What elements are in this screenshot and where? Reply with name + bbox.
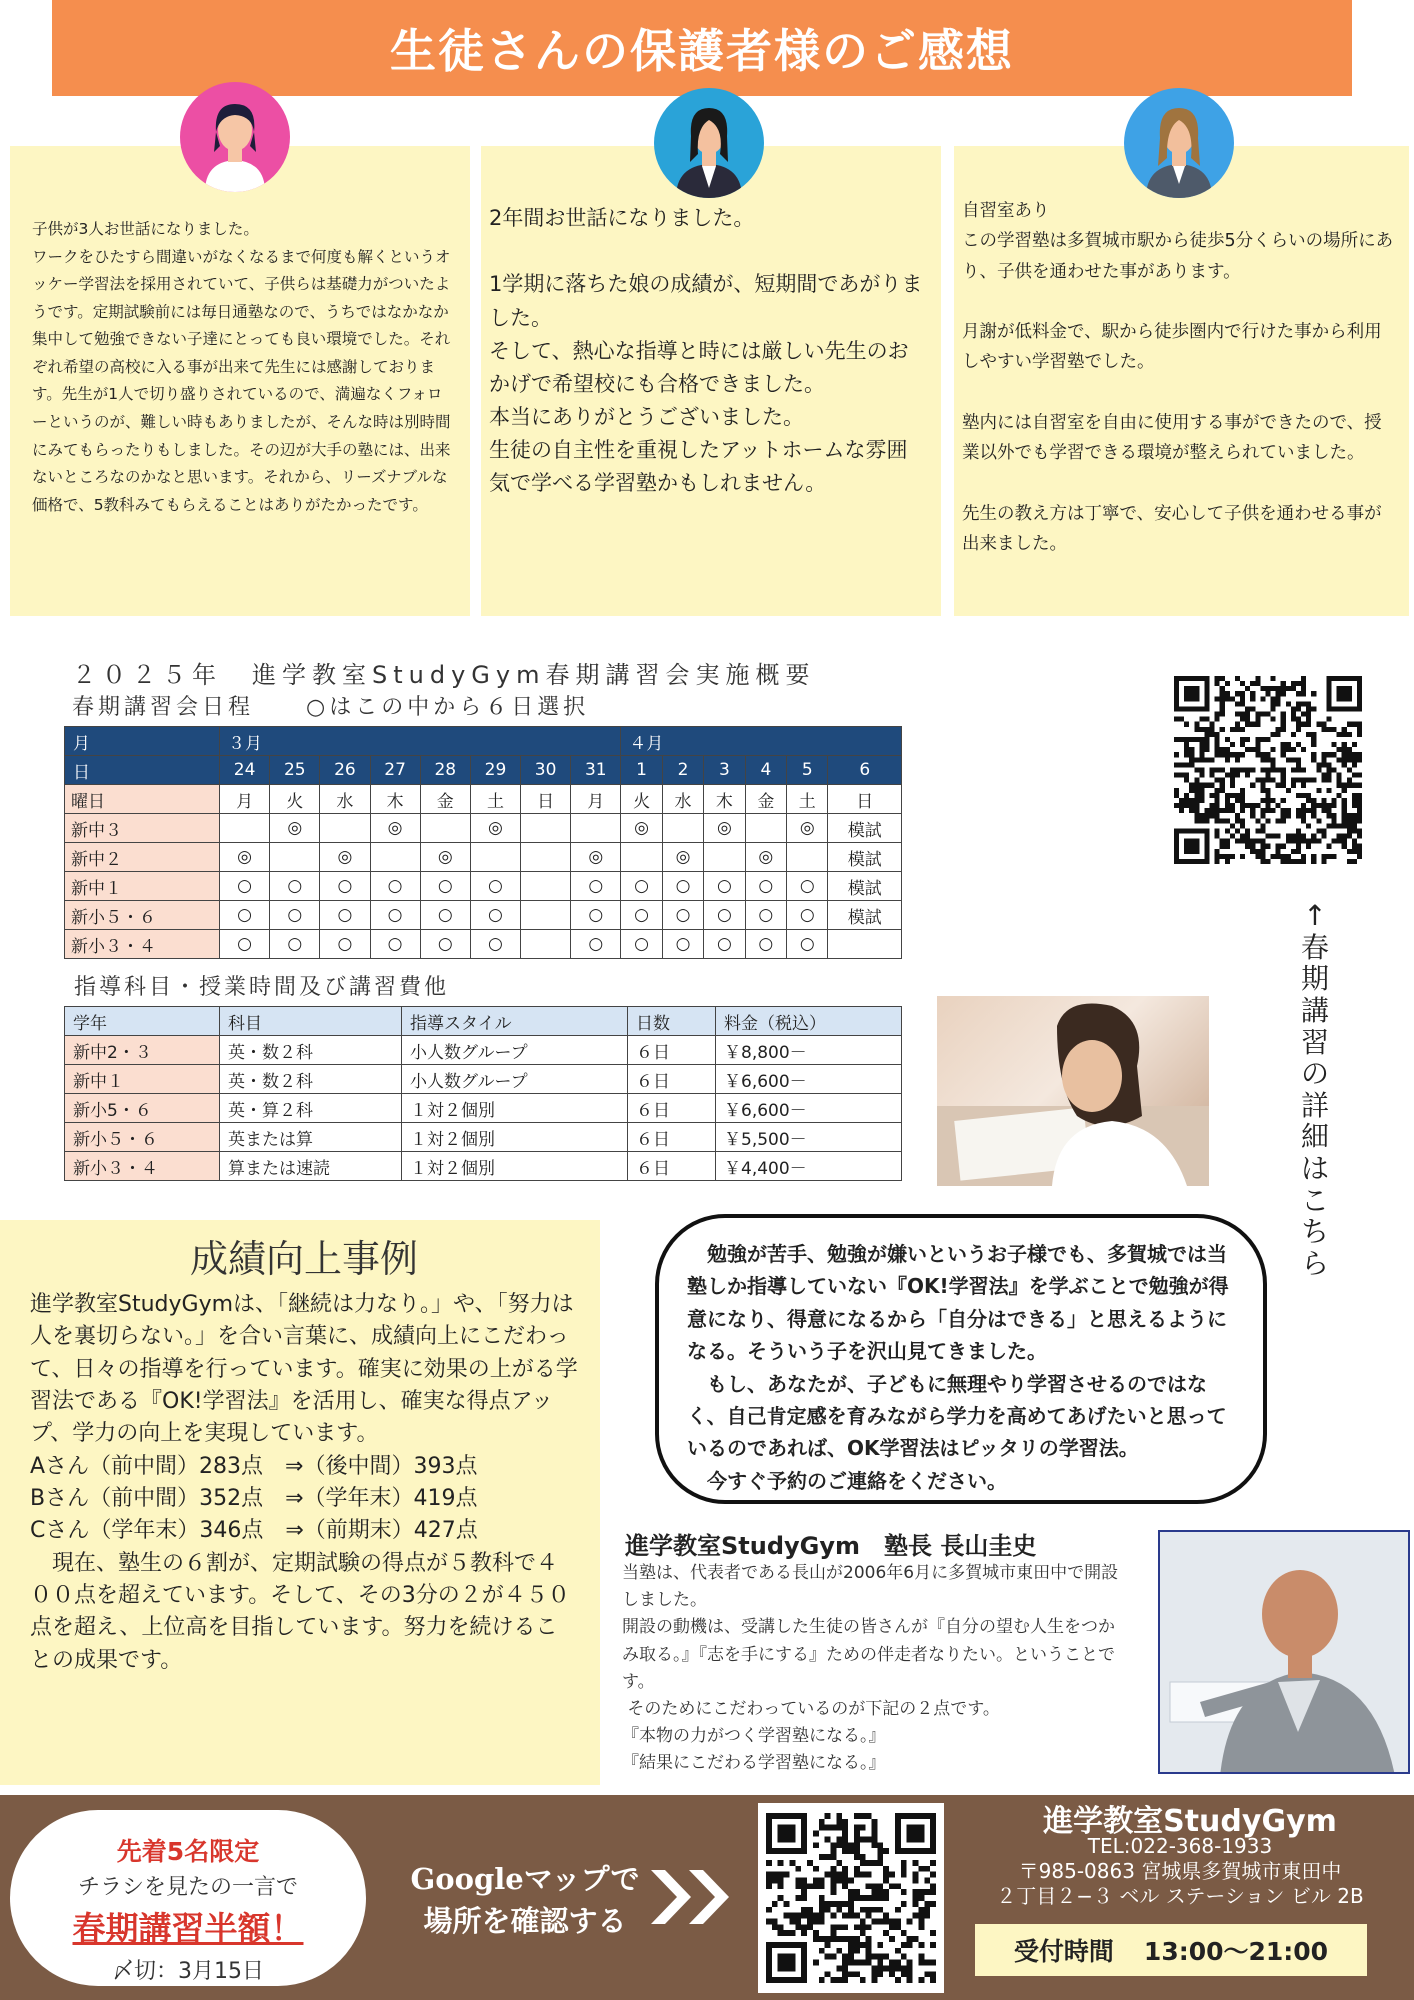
subjects-cell: 新小５・６ <box>65 1123 220 1152</box>
results-section <box>0 1220 600 1785</box>
schedule-mark-cell: ◎ <box>270 814 320 843</box>
weekday-label: 曜日 <box>65 785 220 814</box>
schedule-mark-cell: ○ <box>571 872 621 901</box>
subjects-header-row <box>65 1007 902 1036</box>
schedule-mark-cell: ○ <box>704 930 745 959</box>
subjects-cell: 算または速読 <box>220 1152 402 1181</box>
schedule-mark-cell: ○ <box>370 930 420 959</box>
schedule-subtitle: 春期講習会日程 ○はこの中から６日選択 <box>72 695 590 720</box>
subjects-cell: ￥6,600－ <box>716 1094 902 1123</box>
school-name: 進学教室StudyGym <box>1043 1804 1337 1839</box>
schedule-mark-cell <box>220 814 270 843</box>
day-cell: 30 <box>521 756 571 785</box>
day-label: 日 <box>65 756 220 785</box>
coupon-condition: チラシを見たの一言で <box>77 1875 298 1900</box>
coupon-deadline: 〆切：3月15日 <box>112 1959 264 1984</box>
schedule-mark-cell: ◎ <box>787 814 828 843</box>
subjects-cell: ６日 <box>628 1152 716 1181</box>
schedule-grade-row <box>65 814 902 843</box>
schedule-grade-row <box>65 901 902 930</box>
schedule-mark-cell <box>470 843 520 872</box>
subjects-cell: 新小３・４ <box>65 1152 220 1181</box>
weekday-cell: 水 <box>320 785 370 814</box>
schedule-mark-cell: ○ <box>420 930 470 959</box>
weekday-cell: 日 <box>521 785 571 814</box>
day-cell: 5 <box>787 756 828 785</box>
principal-title: 進学教室StudyGym 塾長 長山圭史 <box>625 1532 1037 1560</box>
schedule-mark-cell: ◎ <box>662 843 703 872</box>
day-cell: 6 <box>828 756 902 785</box>
grade-label: 新中３ <box>65 814 220 843</box>
schedule-mark-cell <box>621 843 662 872</box>
schedule-title: ２０２５年 進学教室StudyGym春期講習会実施概要 <box>72 661 816 689</box>
month-label: 月 <box>65 727 220 756</box>
schedule-mark-cell: 模試 <box>828 843 902 872</box>
parent-avatar-1 <box>180 82 290 192</box>
google-maps-qr-code[interactable] <box>758 1803 944 1993</box>
subjects-cell: 新中2・３ <box>65 1036 220 1065</box>
testimonial-text-3: 自習室あり この学習塾は多賀城市駅から徒歩5分くらいの場所にあり、子供を通わせた事があります。 月謝が低料金で、駅から徒歩圏内で行けた事から利用しやすい学習塾でした。 塾内には自習室を自由に使用する事ができたので、授業以外でも学習できる環境が整えられていました。 先生の教え方は丁寧で、安心して子供を通わせる事が出来ました。 <box>962 201 1394 554</box>
subjects-cell: １対２個別 <box>402 1123 628 1152</box>
schedule-weekday-row <box>65 785 902 814</box>
schedule-mark-cell: ○ <box>320 872 370 901</box>
schedule-mark-cell <box>521 872 571 901</box>
results-body: 進学教室StudyGymは、「継続は力なり。」や、「努力は人を裏切らない。」を合い言葉に、成績向上にこだわって、日々の指導を行っています。確実に効果の上がる学習法である『OK!学習法』を活用し、確実な得点アップ、学力の向上を実現しています。 Aさん（前中間）283点 ⇒（後中間）393点 Bさん（前中間）352点 ⇒（学年末）419点 Cさん（学年末）346点 ⇒（前期末）427点 現在、塾生の６割が、定期試験の得点が５教科で４００点を超えています。そして、その3分の２が４５０点を超え、上位高を目指しています。努力を続けることの成果です。 <box>30 1292 578 1673</box>
principal-photo <box>1158 1530 1410 1774</box>
schedule-mark-cell: ○ <box>320 901 370 930</box>
schedule-mark-cell <box>787 843 828 872</box>
schedule-mark-cell <box>521 901 571 930</box>
schedule-mark-cell: ○ <box>270 930 320 959</box>
weekday-cell: 金 <box>420 785 470 814</box>
schedule-mark-cell: ○ <box>571 930 621 959</box>
schedule-day-row <box>65 756 902 785</box>
subjects-cell: ￥5,500－ <box>716 1123 902 1152</box>
subjects-cell: ６日 <box>628 1036 716 1065</box>
schedule-mark-cell <box>270 843 320 872</box>
schedule-mark-cell: ◎ <box>745 843 786 872</box>
weekday-cell: 火 <box>621 785 662 814</box>
schedule-mark-cell <box>704 843 745 872</box>
schedule-mark-cell: ○ <box>220 901 270 930</box>
day-cell: 3 <box>704 756 745 785</box>
schedule-mark-cell <box>521 814 571 843</box>
subjects-cell: ６日 <box>628 1123 716 1152</box>
page-banner-title: 生徒さんの保護者様のご感想 <box>52 0 1352 96</box>
month-march: ３月 <box>220 727 621 756</box>
schedule-mark-cell: ◎ <box>571 843 621 872</box>
schedule-mark-cell: ○ <box>662 930 703 959</box>
schedule-mark-cell: ○ <box>787 930 828 959</box>
day-cell: 2 <box>662 756 703 785</box>
schedule-mark-cell: ○ <box>662 872 703 901</box>
schedule-mark-cell: ○ <box>704 901 745 930</box>
testimonial-text-1: 子供が3人お世話になりました。 ワークをひたすら間違いがなくなるまで何度も解くというオッケー学習法を採用されていて、子供らは基礎力がついたようです。定期試験前には毎日通塾なので、うちではなかなか集中して勉強できない子達にとっても良い環境でした。それぞれ希望の高校に入る事が出来て先生には感謝しております。先生が1人で切り盛りされているので、満遍なくフォローというのが、難しい時もありましたが、そんな時は別時間にみてもらったりもしました。その辺が大手の塾には、出来ないところなのかなと思います。それから、リーズナブルな価格で、5教科みてもらえることはありがたかったです。 <box>32 220 451 514</box>
grade-label: 新小３・４ <box>65 930 220 959</box>
schedule-mark-cell: ◎ <box>704 814 745 843</box>
schedule-mark-cell: ◎ <box>420 843 470 872</box>
subjects-header-grade: 学年 <box>65 1007 220 1036</box>
schedule-mark-cell: ○ <box>470 901 520 930</box>
subjects-cell: ￥8,800－ <box>716 1036 902 1065</box>
weekday-cell: 木 <box>370 785 420 814</box>
schedule-mark-cell: ○ <box>470 872 520 901</box>
weekday-cell: 火 <box>270 785 320 814</box>
subjects-title: 指導科目・授業時間及び講習費他 <box>74 975 450 1000</box>
schedule-mark-cell <box>320 814 370 843</box>
reception-hours <box>975 1924 1367 1976</box>
schedule-mark-cell <box>828 930 902 959</box>
weekday-cell: 金 <box>745 785 786 814</box>
schedule-mark-cell: ○ <box>220 872 270 901</box>
subjects-cell: 英・算２科 <box>220 1094 402 1123</box>
schedule-mark-cell: ○ <box>470 930 520 959</box>
schedule-mark-cell: ○ <box>745 872 786 901</box>
weekday-cell: 土 <box>787 785 828 814</box>
weekday-cell: 木 <box>704 785 745 814</box>
schedule-mark-cell: 模試 <box>828 814 902 843</box>
school-contact-info: TEL:022-368-1933 〒985-0863 宮城県多賀城市東田中 ２丁目２−３ ベル ステーション ビル 2B <box>996 1834 1364 1908</box>
subjects-row <box>65 1094 902 1123</box>
schedule-mark-cell: ○ <box>571 901 621 930</box>
subjects-row <box>65 1152 902 1181</box>
coupon-limit: 先着5名限定 <box>116 1837 260 1866</box>
subjects-row <box>65 1065 902 1094</box>
subjects-cell: ￥4,400－ <box>716 1152 902 1181</box>
day-cell: 27 <box>370 756 420 785</box>
subjects-cell: 英または算 <box>220 1123 402 1152</box>
schedule-mark-cell <box>571 814 621 843</box>
schedule-month-row <box>65 727 902 756</box>
subjects-cell: 英・数２科 <box>220 1036 402 1065</box>
qr-caption: ↑春期講習の詳細はこちら <box>1300 899 1329 1280</box>
schedule-mark-cell: ○ <box>621 930 662 959</box>
subjects-cell: ６日 <box>628 1065 716 1094</box>
subjects-header-style: 指導スタイル <box>402 1007 628 1036</box>
grade-label: 新小５・６ <box>65 901 220 930</box>
testimonial-card-3 <box>954 146 1409 616</box>
double-chevron-right-icon <box>645 1862 745 1947</box>
schedule-mark-cell: ◎ <box>220 843 270 872</box>
schedule-mark-cell: ○ <box>370 901 420 930</box>
testimonial-text-2: 2年間お世話になりました。 1学期に落ちた娘の成績が、短期間であがりました。 そして、熱心な指導と時には厳しい先生のおかげで希望校にも合格できました。 本当にありがとうございました。 生徒の自主性を重視したアットホームな雰囲気で学べる学習塾かもしれません。 <box>489 206 923 496</box>
subjects-row <box>65 1123 902 1152</box>
day-cell: 28 <box>420 756 470 785</box>
gmap-line-1: Googleマップで <box>410 1862 640 1896</box>
coupon-offer: 春期講習半額！ <box>72 1909 304 1948</box>
schedule-mark-cell <box>521 843 571 872</box>
schedule-mark-cell: ○ <box>420 872 470 901</box>
schedule-mark-cell: 模試 <box>828 872 902 901</box>
subjects-header-subject: 科目 <box>220 1007 402 1036</box>
course-details-qr-code[interactable] <box>1174 676 1362 864</box>
schedule-mark-cell <box>662 814 703 843</box>
testimonial-card-2 <box>481 146 941 616</box>
schedule-mark-cell: ○ <box>370 872 420 901</box>
gmap-line-2: 場所を確認する <box>423 1904 627 1939</box>
day-cell: 24 <box>220 756 270 785</box>
schedule-grade-row <box>65 872 902 901</box>
hours-value: 13:00〜21:00 <box>1143 1937 1329 1966</box>
schedule-table <box>64 726 902 959</box>
schedule-mark-cell: ○ <box>420 901 470 930</box>
day-cell: 4 <box>745 756 786 785</box>
schedule-mark-cell: ◎ <box>470 814 520 843</box>
subjects-header-fee: 料金（税込） <box>716 1007 902 1036</box>
day-cell: 31 <box>571 756 621 785</box>
weekday-cell: 月 <box>220 785 270 814</box>
schedule-mark-cell: ○ <box>745 901 786 930</box>
discount-coupon <box>10 1810 366 1986</box>
subjects-header-days: 日数 <box>628 1007 716 1036</box>
subjects-row <box>65 1036 902 1065</box>
schedule-mark-cell: ○ <box>787 901 828 930</box>
schedule-mark-cell: ○ <box>220 930 270 959</box>
schedule-mark-cell <box>370 843 420 872</box>
month-april: ４月 <box>621 727 902 756</box>
parent-avatar-2 <box>654 88 764 198</box>
schedule-grade-row <box>65 930 902 959</box>
schedule-mark-cell: ○ <box>621 901 662 930</box>
weekday-cell: 日 <box>828 785 902 814</box>
weekday-cell: 月 <box>571 785 621 814</box>
subjects-cell: ６日 <box>628 1094 716 1123</box>
subjects-cell: 小人数グループ <box>402 1036 628 1065</box>
schedule-mark-cell: 模試 <box>828 901 902 930</box>
subjects-cell: 英・数２科 <box>220 1065 402 1094</box>
subjects-cell: 新中１ <box>65 1065 220 1094</box>
speech-bubble: 勉強が苦手、勉強が嫌いというお子様でも、多賀城では当塾しか指導していない『OK!学習法』を学ぶことで勉強が得意になり、得意になるから「自分はできる」と思えるようになる。そういう子を沢山見てきました。 もし、あなたが、子どもに無理やり学習させるのではなく、自己肯定感を育みながら学力を高めてあげたいと思っているのであれば、OK学習法はピッタリの学習法。 今すぐ予約のご連絡をください。 <box>655 1214 1267 1504</box>
schedule-grade-row <box>65 843 902 872</box>
principal-body: 当塾は、代表者である長山が2006年6月に多賀城市東田中で開設しました。 開設の動機は、受講した生徒の皆さんが『自分の望む人生をつかみ取る。』『志を手にする』ための伴走者なりたい。ということです。 そのためにこだわっているのが下記の２点です。 『本物の力がつく学習塾になる。』 『結果にこだわる学習塾になる。』 <box>622 1563 1119 1774</box>
grade-label: 新中１ <box>65 872 220 901</box>
schedule-mark-cell: ◎ <box>320 843 370 872</box>
schedule-grade-rows <box>65 814 902 959</box>
schedule-mark-cell <box>745 814 786 843</box>
schedule-mark-cell <box>521 930 571 959</box>
subjects-cell: ￥6,600－ <box>716 1065 902 1094</box>
subjects-table <box>64 1006 902 1181</box>
schedule-mark-cell: ◎ <box>370 814 420 843</box>
day-cell: 1 <box>621 756 662 785</box>
schedule-mark-cell: ○ <box>787 872 828 901</box>
results-title: 成績向上事例 <box>189 1237 418 1281</box>
subjects-cell: １対２個別 <box>402 1094 628 1123</box>
day-cell: 26 <box>320 756 370 785</box>
subjects-cell: １対２個別 <box>402 1152 628 1181</box>
subjects-cell: 小人数グループ <box>402 1065 628 1094</box>
testimonial-card-1 <box>10 146 470 616</box>
schedule-mark-cell: ◎ <box>621 814 662 843</box>
day-cell: 29 <box>470 756 520 785</box>
schedule-mark-cell: ○ <box>270 901 320 930</box>
schedule-mark-cell: ○ <box>745 930 786 959</box>
grade-label: 新中２ <box>65 843 220 872</box>
hours-label: 受付時間 <box>1013 1937 1114 1966</box>
subjects-rows <box>65 1036 902 1181</box>
schedule-mark-cell: ○ <box>662 901 703 930</box>
day-cell: 25 <box>270 756 320 785</box>
parent-avatar-3 <box>1124 88 1234 198</box>
schedule-mark-cell: ○ <box>621 872 662 901</box>
subjects-cell: 新小5・６ <box>65 1094 220 1123</box>
schedule-mark-cell: ○ <box>270 872 320 901</box>
studying-student-photo <box>937 996 1209 1186</box>
schedule-mark-cell: ○ <box>704 872 745 901</box>
schedule-mark-cell <box>420 814 470 843</box>
google-maps-cta <box>395 1858 655 1942</box>
weekday-cell: 土 <box>470 785 520 814</box>
weekday-cell: 水 <box>662 785 703 814</box>
schedule-mark-cell: ○ <box>320 930 370 959</box>
